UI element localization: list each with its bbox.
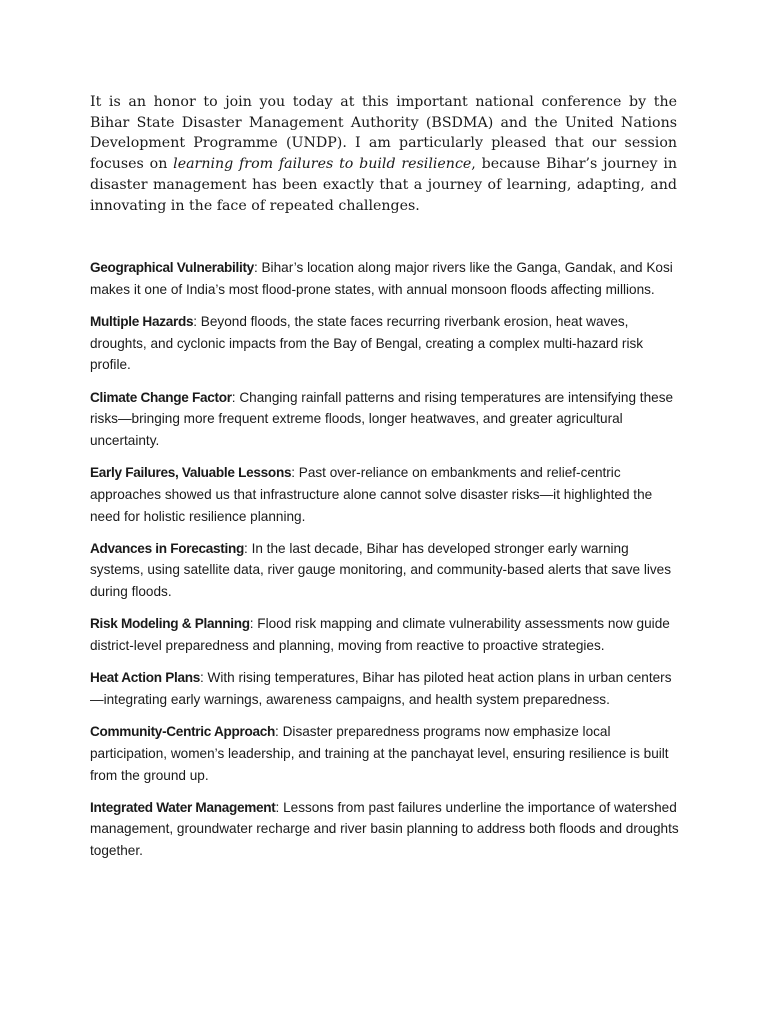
point-term: Climate Change Factor (90, 389, 232, 405)
point-term: Early Failures, Valuable Lessons (90, 465, 292, 481)
point-text: : Past over-reliance on embankments and relief-centric approaches showed us that infrastructure alone cannot solve disaster risks—it highlighted the need for holistic resilience planning. (90, 465, 653, 524)
point-early-failures (90, 462, 682, 527)
intro-paragraph (90, 92, 677, 216)
point-multiple-hazards (90, 311, 682, 376)
point-text: : Beyond floods, the state faces recurring riverbank erosion, heat waves, droughts, and cyclonic impacts from the Bay of Bengal, creating a complex multi-hazard risk profile. (90, 313, 644, 373)
point-text: : Flood risk mapping and climate vulnerability assessments now guide district-level preparedness and planning, moving from reactive to proactive strategies. (90, 616, 670, 654)
point-term: Multiple Hazards (90, 313, 194, 329)
point-term: Geographical Vulnerability (90, 260, 254, 275)
intro-text-start: It is an honor to join you today at this important national conference by the Bihar State Disaster Management Authority (BSDMA) and the United Nations Development Programme (UNDP). I am particularly pleased that our session focuses on (90, 94, 677, 173)
point-community-centric-approach (90, 721, 682, 786)
point-text: : With rising temperatures, Bihar has piloted heat action plans in urban centers—integrating early warnings, awareness campaigns, and health system preparedness. (90, 670, 672, 707)
point-term: Heat Action Plans (90, 670, 200, 686)
point-term: Integrated Water Management (90, 799, 276, 815)
point-text: : Changing rainfall patterns and rising temperatures are intensifying these risks—bringing more frequent extreme floods, longer heatwaves, and greater agricultural uncertainty. (90, 389, 674, 448)
intro-text-end: , because Bihar’s journey in disaster management has been exactly that a journey of learning, adapting, and innovating in the face of repeated challenges. (90, 156, 677, 214)
intro-italic-phrase: learning from failures to build resilience (173, 156, 472, 173)
point-text: : Disaster preparedness programs now emphasize local participation, women’s leadership, and training at the panchayat level, ensuring resilience is built from the ground up. (90, 724, 669, 783)
point-term: Community-Centric Approach (90, 724, 276, 740)
point-heat-action-plans (90, 667, 682, 710)
point-geographical-vulnerability (90, 257, 682, 300)
point-text: : Bihar’s location along major rivers like the Ganga, Gandak, and Kosi makes it one of India’s most flood-prone states, with annual monsoon floods affecting millions. (90, 260, 673, 297)
point-climate-change-factor (90, 387, 682, 452)
point-text: : Lessons from past failures underline the importance of watershed management, groundwater recharge and river basin planning to address both floods and droughts together. (90, 799, 679, 859)
key-points-list (90, 257, 682, 872)
point-risk-modeling (90, 613, 682, 656)
point-advances-in-forecasting (90, 538, 682, 603)
point-text: : In the last decade, Bihar has developed stronger early warning systems, using satellite data, river gauge monitoring, and community-based alerts that save lives during floods. (90, 540, 672, 600)
point-integrated-water-management (90, 797, 682, 862)
point-term: Advances in Forecasting (90, 540, 245, 556)
point-term: Risk Modeling & Planning (90, 616, 250, 632)
